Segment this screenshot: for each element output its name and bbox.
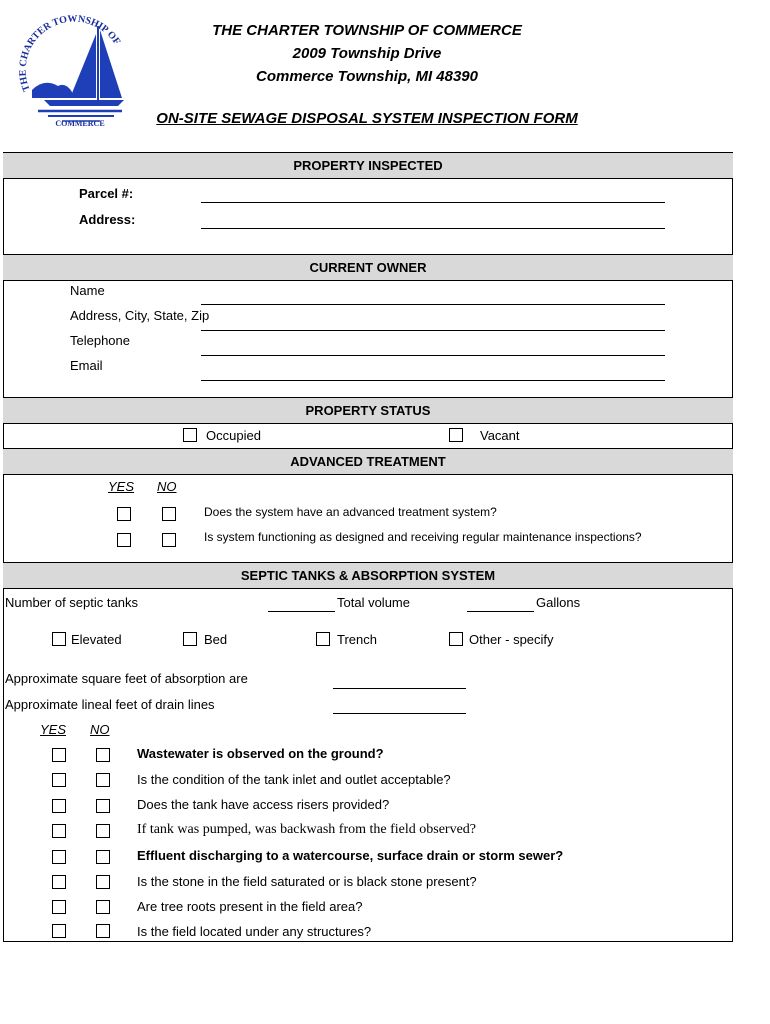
num-tanks-label: Number of septic tanks [5,595,138,610]
sq1-yes-checkbox[interactable] [52,748,66,762]
township-city: Commerce Township, MI 48390 [255,68,478,85]
form-title: ON-SITE SEWAGE DISPOSAL SYSTEM INSPECTION FORM [156,110,578,127]
at-yes-header: YES [108,479,135,494]
sq1-no-checkbox[interactable] [96,748,110,762]
elevated-label: Elevated [71,632,122,647]
owner-name-label: Name [70,283,105,298]
sq7-no-checkbox[interactable] [96,900,110,914]
property-inspected-heading: PROPERTY INSPECTED [3,152,733,179]
sq2-no-checkbox[interactable] [96,773,110,787]
gallons-label: Gallons [536,595,581,610]
property-status-heading: PROPERTY STATUS [3,397,733,424]
occupied-label: Occupied [206,428,261,443]
at-question-1: Does the system have an advanced treatment system? [204,505,497,519]
total-volume-field[interactable] [467,611,534,612]
owner-name-field[interactable] [201,304,665,305]
septic-question-7: Are tree roots present in the field area? [137,899,363,914]
owner-telephone-field[interactable] [201,355,665,356]
at-q2-no-checkbox[interactable] [162,533,176,547]
owner-telephone-label: Telephone [70,333,130,348]
septic-question-3: Does the tank have access risers provided? [137,797,390,812]
at-q1-no-checkbox[interactable] [162,507,176,521]
sq4-no-checkbox[interactable] [96,824,110,838]
septic-yes-header: YES [40,722,67,737]
advanced-treatment-heading: ADVANCED TREATMENT [3,448,733,475]
septic-question-6: Is the stone in the field saturated or is black stone present? [137,874,477,889]
vacant-checkbox[interactable] [449,428,463,442]
trench-label: Trench [337,632,377,647]
sq3-yes-checkbox[interactable] [52,799,66,813]
sq6-no-checkbox[interactable] [96,875,110,889]
owner-email-field[interactable] [201,380,665,381]
sq2-yes-checkbox[interactable] [52,773,66,787]
sq4-yes-checkbox[interactable] [52,824,66,838]
sq5-no-checkbox[interactable] [96,850,110,864]
address-field[interactable] [201,228,665,229]
parcel-field[interactable] [201,202,665,203]
lineal-label: Approximate lineal feet of drain lines [5,697,215,712]
trench-checkbox[interactable] [316,632,330,646]
occupied-checkbox[interactable] [183,428,197,442]
other-checkbox[interactable] [449,632,463,646]
septic-no-header: NO [90,722,110,737]
sq6-yes-checkbox[interactable] [52,875,66,889]
septic-question-4: If tank was pumped, was backwash from the field observed? [137,822,477,837]
sq8-no-checkbox[interactable] [96,924,110,938]
owner-address-field[interactable] [201,330,665,331]
sq8-yes-checkbox[interactable] [52,924,66,938]
septic-question-1: Wastewater is observed on the ground? [137,746,384,761]
logo-text-top: THE CHARTER TOWNSHIP OF [17,13,123,93]
owner-address-label: Address, City, State, Zip [70,308,210,323]
sqft-label: Approximate square feet of absorption are [5,671,248,686]
sq7-yes-checkbox[interactable] [52,900,66,914]
at-question-2: Is system functioning as designed and receiving regular maintenance inspections? [204,530,642,544]
logo-text-bottom: COMMERCE [55,119,105,128]
elevated-checkbox[interactable] [52,632,66,646]
current-owner-heading: CURRENT OWNER [3,254,733,281]
at-no-header: NO [157,479,177,494]
septic-heading: SEPTIC TANKS & ABSORPTION SYSTEM [3,562,733,589]
owner-email-label: Email [70,358,103,373]
septic-question-5: Effluent discharging to a watercourse, surface drain or storm sewer? [137,848,564,863]
sqft-field[interactable] [333,688,466,689]
other-label: Other - specify [469,632,554,647]
num-tanks-field[interactable] [268,611,335,612]
vacant-label: Vacant [480,428,520,443]
bed-checkbox[interactable] [183,632,197,646]
sq3-no-checkbox[interactable] [96,799,110,813]
township-name: THE CHARTER TOWNSHIP OF COMMERCE [212,22,522,39]
septic-question-8: Is the field located under any structures? [137,924,372,939]
at-q1-yes-checkbox[interactable] [117,507,131,521]
sq5-yes-checkbox[interactable] [52,850,66,864]
at-q2-yes-checkbox[interactable] [117,533,131,547]
total-volume-label: Total volume [337,595,410,610]
township-street: 2009 Township Drive [292,45,442,62]
lineal-field[interactable] [333,713,466,714]
address-label: Address: [79,212,136,227]
bed-label: Bed [204,632,228,647]
septic-question-2: Is the condition of the tank inlet and outlet acceptable? [137,772,451,787]
parcel-label: Parcel #: [79,186,134,201]
